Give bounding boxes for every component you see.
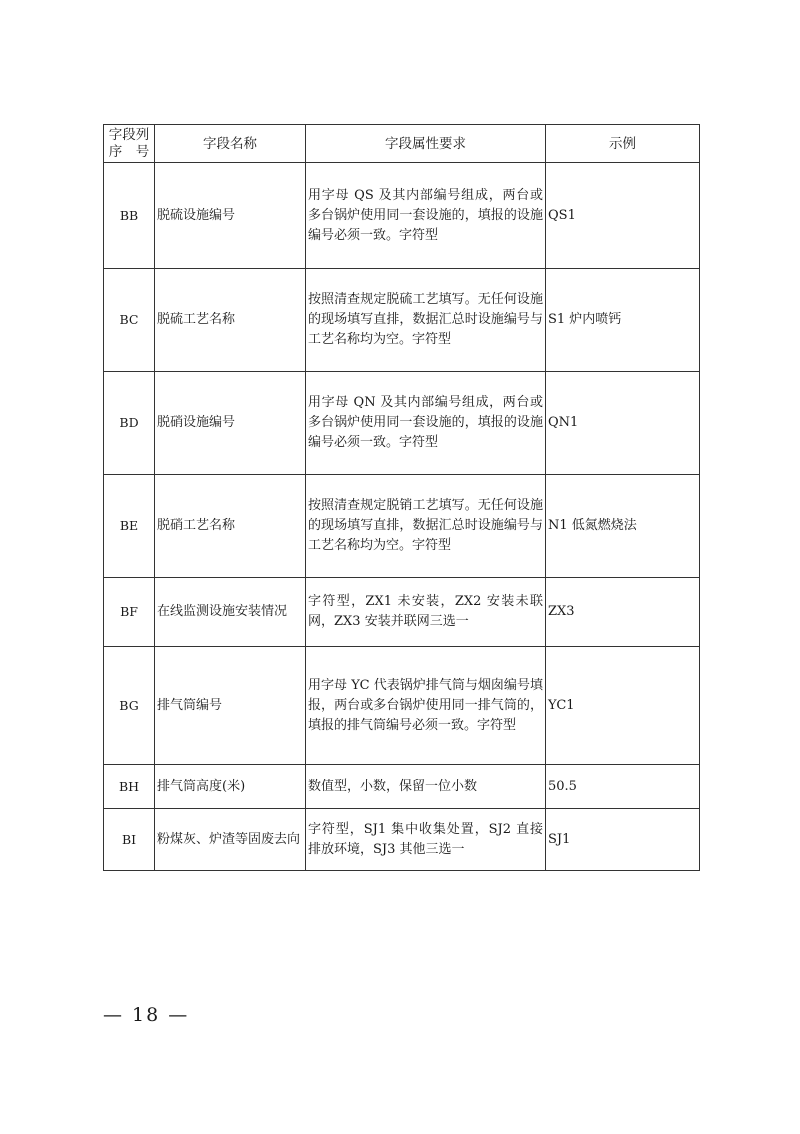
row-seq: BC <box>104 269 155 372</box>
row-example: SJ1 <box>546 809 700 871</box>
row-name: 脱硫工艺名称 <box>155 269 306 372</box>
row-name: 脱硝工艺名称 <box>155 475 306 578</box>
row-seq: BG <box>104 647 155 765</box>
row-example: S1 炉内喷钙 <box>546 269 700 372</box>
header-seq <box>104 125 155 163</box>
table-row <box>104 475 700 578</box>
table-row <box>104 809 700 871</box>
row-name: 排气筒编号 <box>155 647 306 765</box>
row-requirement: 字符型，SJ1 集中收集处置，SJ2 直接排放环境，SJ3 其他三选一 <box>306 809 546 871</box>
row-example: N1 低氮燃烧法 <box>546 475 700 578</box>
row-seq: BI <box>104 809 155 871</box>
row-seq: BH <box>104 765 155 809</box>
row-requirement: 按照清查规定脱硫工艺填写。无任何设施的现场填写直排，数据汇总时设施编号与工艺名称均为空。字符型 <box>306 269 546 372</box>
row-requirement: 用字母 QN 及其内部编号组成，两台或多台锅炉使用同一套设施的，填报的设施编号必须一致。字符型 <box>306 372 546 475</box>
row-example: QS1 <box>546 163 700 269</box>
row-name: 排气筒高度(米) <box>155 765 306 809</box>
row-example: ZX3 <box>546 578 700 647</box>
table-row <box>104 163 700 269</box>
row-requirement: 用字母 YC 代表锅炉排气筒与烟囱编号填报，两台或多台锅炉使用同一排气筒的，填报的排气筒编号必须一致。字符型 <box>306 647 546 765</box>
header-seq-line1: 字段列 <box>108 126 150 143</box>
field-definition-table <box>103 124 700 871</box>
row-requirement: 数值型，小数，保留一位小数 <box>306 765 546 809</box>
row-example: 50.5 <box>546 765 700 809</box>
table-header-row <box>104 125 700 163</box>
row-seq: BD <box>104 372 155 475</box>
row-requirement: 字符型，ZX1 未安装，ZX2 安装未联网，ZX3 安装并联网三选一 <box>306 578 546 647</box>
row-name: 粉煤灰、炉渣等固废去向 <box>155 809 306 871</box>
table-row <box>104 647 700 765</box>
row-requirement: 用字母 QS 及其内部编号组成，两台或多台锅炉使用同一套设施的，填报的设施编号必须一致。字符型 <box>306 163 546 269</box>
row-seq: BB <box>104 163 155 269</box>
header-requirement: 字段属性要求 <box>306 125 546 163</box>
row-example: QN1 <box>546 372 700 475</box>
header-name: 字段名称 <box>155 125 306 163</box>
table-row <box>104 765 700 809</box>
table-row <box>104 269 700 372</box>
row-name: 脱硫设施编号 <box>155 163 306 269</box>
page-number: — 18 — <box>103 1004 190 1026</box>
row-name: 脱硝设施编号 <box>155 372 306 475</box>
row-example: YC1 <box>546 647 700 765</box>
table-row <box>104 372 700 475</box>
row-seq: BE <box>104 475 155 578</box>
row-seq: BF <box>104 578 155 647</box>
row-requirement: 按照清查规定脱销工艺填写。无任何设施的现场填写直排，数据汇总时设施编号与工艺名称均为空。字符型 <box>306 475 546 578</box>
header-example: 示例 <box>546 125 700 163</box>
header-seq-line2: 序 号 <box>108 143 150 160</box>
table-row <box>104 578 700 647</box>
row-name: 在线监测设施安装情况 <box>155 578 306 647</box>
